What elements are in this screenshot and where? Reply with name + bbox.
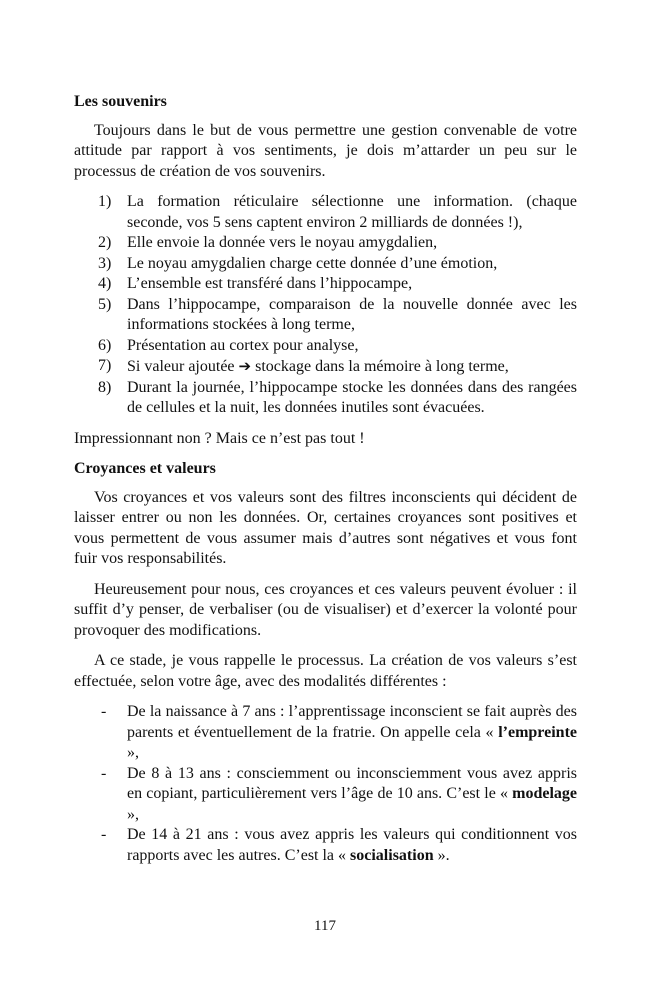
section-title-souvenirs: Les souvenirs	[74, 93, 167, 110]
list-item-text-before: Si valeur ajoutée	[127, 358, 235, 375]
list-number: 6)	[98, 336, 112, 354]
list-number: 8)	[98, 378, 112, 396]
list-item	[74, 254, 577, 275]
list-item-text: Présentation au cortex pour analyse,	[127, 336, 359, 354]
list-number: 5)	[98, 295, 112, 313]
list-number: 1)	[98, 193, 112, 210]
beliefs-paragraph-1: Vos croyances et vos valeurs sont des filtres inconscients qui décident de laisser entrer ou non les données. Or, certaines croyances sont positives et vous permettent de vous assumer mais d’autres sont négatives et vous font fuir vos responsabilités.	[74, 488, 577, 567]
arrow-right-icon: ➔	[238, 357, 252, 375]
memory-process-list	[74, 192, 577, 419]
list-item	[74, 378, 577, 419]
stage-text-after: »,	[127, 805, 139, 823]
list-item	[74, 702, 577, 764]
list-item-text: La formation réticulaire sélectionne une information. (chaque seconde, vos 5 sens captent environ 2 milliards de données !),	[127, 193, 577, 231]
page-content	[74, 92, 577, 866]
stage-text-after: »,	[127, 744, 139, 761]
beliefs-paragraph-3: A ce stade, je vous rappelle le processus. La création de vos valeurs s’est effectuée, selon votre âge, avec des modalités différentes :	[74, 652, 577, 690]
list-item	[74, 356, 577, 378]
list-item	[74, 233, 577, 254]
beliefs-paragraph-2: Heureusement pour nous, ces croyances et ces valeurs peuvent évoluer : il suffit d’y penser, de verbaliser (ou de visualiser) et d’exercer la volonté pour provoquer des modifications.	[74, 580, 577, 639]
list-number: 3)	[98, 254, 112, 272]
section-title-croyances: Croyances et valeurs	[74, 460, 216, 477]
list-item-text-after: stockage dans la mémoire à long terme,	[255, 358, 509, 375]
stage-term: l’empreinte	[498, 723, 577, 741]
list-item	[74, 336, 577, 357]
list-item	[74, 192, 577, 233]
stage-text-before: De 14 à 21 ans : vous avez appris les valeurs qui conditionnent vos rapports avec les autres. C’est la «	[127, 826, 577, 864]
stage-text-after: ».	[433, 846, 450, 864]
value-stages-list	[74, 702, 577, 866]
list-item	[74, 274, 577, 295]
list-item-text: Elle envoie la donnée vers le noyau amygdalien,	[127, 234, 438, 251]
outro-paragraph: Impressionnant non ? Mais ce n’est pas tout !	[74, 429, 365, 447]
list-item-text: L’ensemble est transféré dans l’hippocampe,	[127, 275, 413, 292]
list-item	[74, 764, 577, 826]
list-number: 2)	[98, 234, 112, 251]
stage-term: modelage	[512, 785, 577, 802]
stage-text-before: De 8 à 13 ans : consciemment ou inconsciemment vous avez appris en copiant, particulièrement vers l’âge de 10 ans. C’est le «	[127, 764, 577, 802]
list-item-text: Durant la journée, l’hippocampe stocke les données dans des rangées de cellules et la nuit, les données inutiles sont évacuées.	[127, 378, 577, 416]
stage-text-before: De la naissance à 7 ans : l’apprentissage inconscient se fait auprès des parents et éventuellement de la fratrie. On appelle cela «	[127, 703, 577, 741]
dash-bullet: -	[101, 764, 107, 782]
list-item-text: Dans l’hippocampe, comparaison de la nouvelle donnée avec les informations stockées à long terme,	[127, 295, 577, 333]
list-number: 7)	[98, 357, 112, 374]
dash-bullet: -	[101, 826, 107, 843]
list-item	[74, 825, 577, 866]
intro-paragraph: Toujours dans le but de vous permettre une gestion convenable de votre attitude par rapport à vos sentiments, je dois m’attarder un peu sur le processus de création de vos souvenirs.	[74, 121, 577, 180]
dash-bullet: -	[101, 703, 107, 720]
stage-term: socialisation	[350, 846, 434, 864]
page-number: 117	[314, 918, 336, 934]
list-number: 4)	[98, 275, 112, 292]
list-item-text: Le noyau amygdalien charge cette donnée d’une émotion,	[127, 254, 498, 272]
list-item	[74, 295, 577, 336]
